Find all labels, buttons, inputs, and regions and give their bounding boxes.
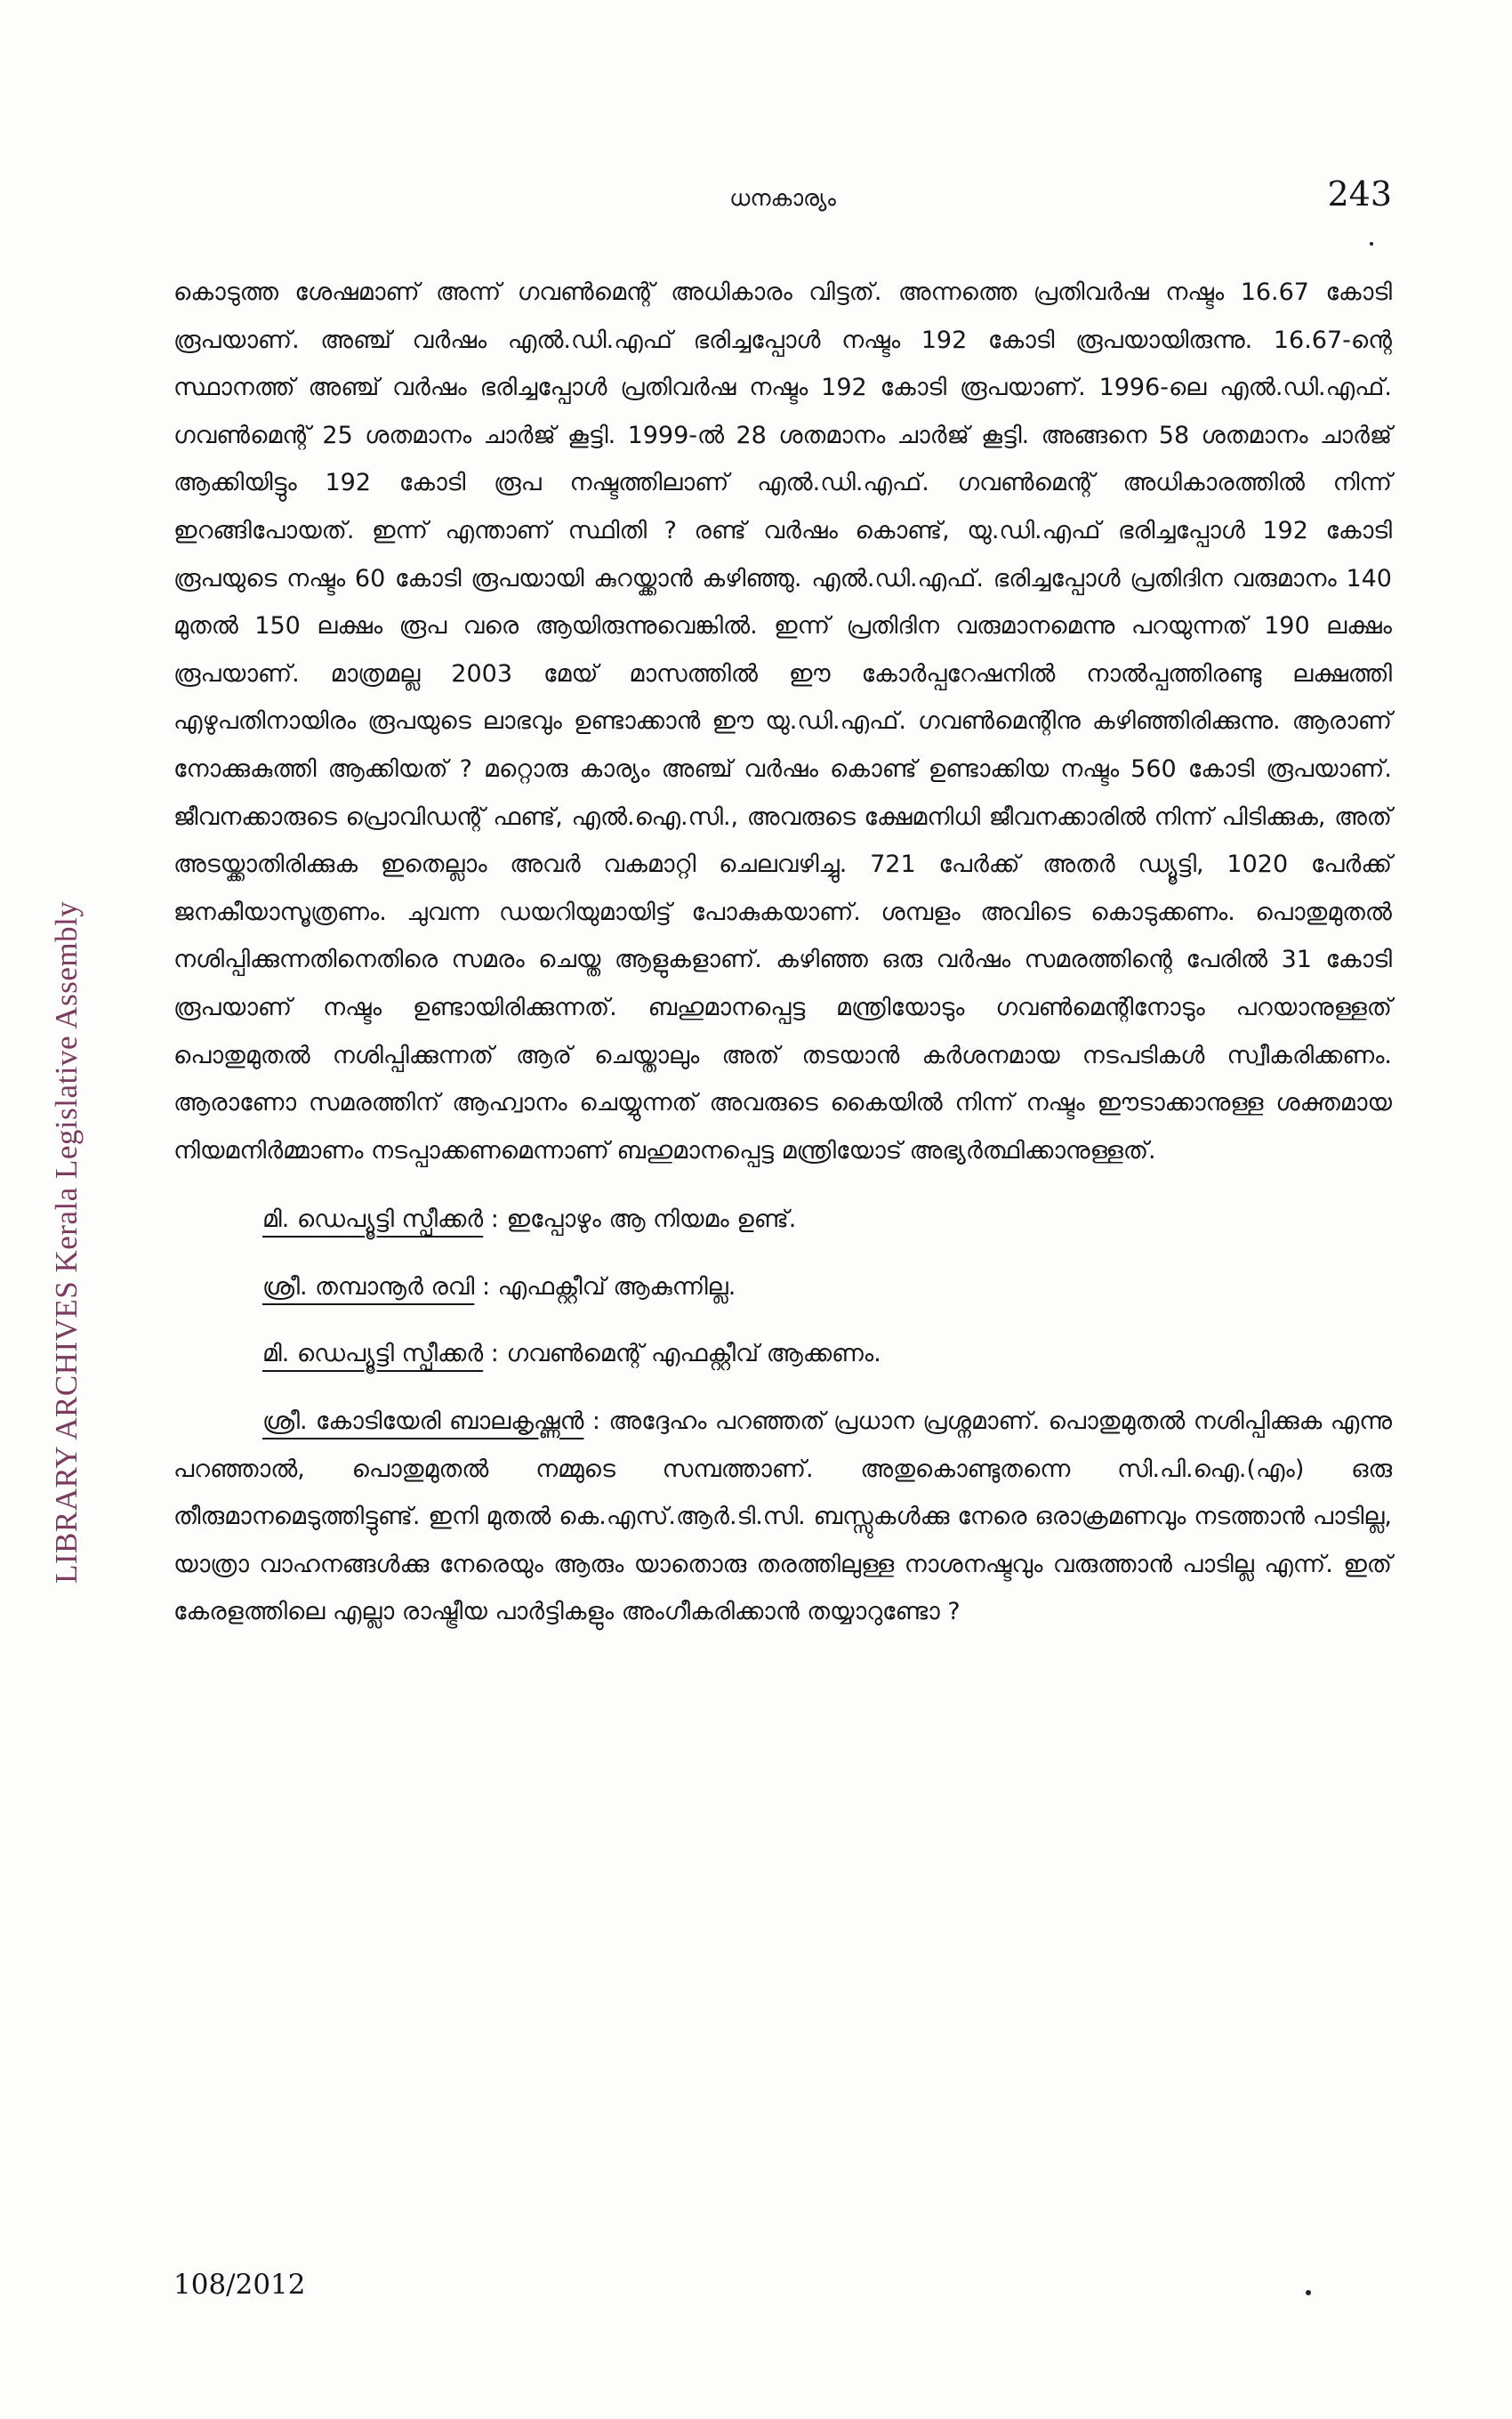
speech-text: അദ്ദേഹം പറഞ്ഞത് പ്രധാന പ്രശ്നമാണ്. പൊതുമുതൽ നശിപ്പിക്കുക എന്നു പറഞ്ഞാൽ, പൊതുമുതൽ നമ്മുടെ സമ്പത്താണ്. അതുകൊണ്ടുതന്നെ സി.പി.ഐ.(എം) ഒരു തീരുമാനമെടുത്തിട്ടുണ്ട്. ഇനി മുതൽ കെ.എസ്.ആർ.ടി.സി. ബസ്സുകൾക്കു നേരെ ഒരാക്രമണവും നടത്താൻ പാടില്ല, യാത്രാ വാഹനങ്ങൾക്കു നേരെയും ആരും യാതൊരു തരത്തിലുള്ള നാശനഷ്ടവും വരുത്താൻ പാടില്ല എന്ന്. ഇത് കേരളത്തിലെ എല്ലാ രാഷ്ട്രീയ പാർട്ടികളും അംഗീകരിക്കാൻ തയ്യാറുണ്ടോ ? bbox=[173, 1407, 1392, 1626]
dialog-text: ഇപ്പോഴും ആ നിയമം ഉണ്ട്. bbox=[506, 1205, 797, 1234]
separator: : bbox=[481, 1272, 491, 1301]
dialog-text: എഫക്റ്റീവ് ആകുന്നില്ല. bbox=[497, 1272, 736, 1301]
separator: : bbox=[490, 1340, 499, 1368]
dialog-line-3 bbox=[173, 1330, 1392, 1378]
separator: : bbox=[490, 1205, 499, 1234]
dialog-text: ഗവൺമെന്റ് എഫക്റ്റീവ് ആക്കണം. bbox=[506, 1340, 881, 1368]
footer-code: 108/2012 bbox=[173, 2269, 306, 2301]
page-number: 243 bbox=[1327, 174, 1392, 214]
speaker-name: മി. ഡെപ്യൂട്ടി സ്പീക്കർ bbox=[262, 1340, 484, 1368]
page-body bbox=[173, 269, 1392, 1636]
library-archives-stamp: LIBRARY ARCHIVES Kerala Legislative Assembly bbox=[49, 900, 84, 1584]
speech-paragraph: കൊടുത്ത ശേഷമാണ് അന്ന് ഗവൺമെന്റ് അധികാരം വിട്ടത്. അന്നത്തെ പ്രതിവർഷ നഷ്ടം 16.67 കോടി രൂപയാണ്. അഞ്ച് വർഷം എൽ.ഡി.എഫ് ഭരിച്ചപ്പോൾ നഷ്ടം 192 കോടി രൂപയായിരുന്നു. 16.67-ന്റെ സ്ഥാനത്ത് അഞ്ച് വർഷം ഭരിച്ചപ്പോൾ പ്രതിവർഷ നഷ്ടം 192 കോടി രൂപയാണ്. 1996-ലെ എൽ.ഡി.എഫ്. ഗവൺമെന്റ് 25 ശതമാനം ചാർജ് കൂട്ടി. 1999-ൽ 28 ശതമാനം ചാർജ് കൂട്ടി. അങ്ങനെ 58 ശതമാനം ചാർജ് ആക്കിയിട്ടും 192 കോടി രൂപ നഷ്ടത്തിലാണ് എൽ.ഡി.എഫ്. ഗവൺമെന്റ് അധികാരത്തിൽ നിന്ന് ഇറങ്ങിപോയത്. ഇന്ന് എന്താണ് സ്ഥിതി ? രണ്ട് വർഷം കൊണ്ട്, യു.ഡി.എഫ് ഭരിച്ചപ്പോൾ 192 കോടി രൂപയുടെ നഷ്ടം 60 കോടി രൂപയായി കുറയ്ക്കാൻ കഴിഞ്ഞു. എൽ.ഡി.എഫ്. ഭരിച്ചപ്പോൾ പ്രതിദിന വരുമാനം 140 മുതൽ 150 ലക്ഷം രൂപ വരെ ആയിരുന്നുവെങ്കിൽ. ഇന്ന് പ്രതിദിന വരുമാനമെന്നു പറയുന്നത് 190 ലക്ഷം രൂപയാണ്. മാത്രമല്ല 2003 മേയ് മാസത്തിൽ ഈ കോർപ്പറേഷനിൽ നാൽപ്പത്തിരണ്ടു ലക്ഷത്തി എഴുപതിനായിരം രൂപയുടെ ലാഭവും ഉണ്ടാക്കാൻ ഈ യു.ഡി.എഫ്. ഗവൺമെന്റിനു കഴിഞ്ഞിരിക്കുന്നു. ആരാണ് നോക്കുകുത്തി ആക്കിയത് ? മറ്റൊരു കാര്യം അഞ്ച് വർഷം കൊണ്ട് ഉണ്ടാക്കിയ നഷ്ടം 560 കോടി രൂപയാണ്. ജീവനക്കാരുടെ പ്രൊവിഡന്റ് ഫണ്ട്, എൽ.ഐ.സി., അവരുടെ ക്ഷേമനിധി ജീവനക്കാരിൽ നിന്ന് പിടിക്കുക, അത് അടയ്ക്കാതിരിക്കുക ഇതെല്ലാം അവർ വകമാറ്റി ചെലവഴിച്ചു. 721 പേർക്ക് അതർ ഡ്യൂട്ടി, 1020 പേർക്ക് ജനകീയാസൂത്രണം. ചുവന്ന ഡയറിയുമായിട്ട് പോകുകയാണ്. ശമ്പളം അവിടെ കൊടുക്കണം. പൊതുമുതൽ നശിപ്പിക്കുന്നതിനെതിരെ സമരം ചെയ്ത ആളുകളാണ്. കഴിഞ്ഞ ഒരു വർഷം സമരത്തിന്റെ പേരിൽ 31 കോടി രൂപയാണ് നഷ്ടം ഉണ്ടായിരിക്കുന്നത്. ബഹുമാനപ്പെട്ട മന്ത്രിയോടും ഗവൺമെന്റിനോടും പറയാനുള്ളത് പൊതുമുതൽ നശിപ്പിക്കുന്നത് ആര് ചെയ്താലും അത് തടയാൻ കർശനമായ നടപടികൾ സ്വീകരിക്കണം. ആരാണോ സമരത്തിന് ആഹ്വാനം ചെയ്യുന്നത് അവരുടെ കൈയിൽ നിന്ന് നഷ്ടം ഈടാക്കാനുള്ള ശക്തമായ നിയമനിർമ്മാണം നടപ്പാക്കണമെന്നാണ് ബഹുമാനപ്പെട്ട മന്ത്രിയോട് അഭ്യർത്ഥിക്കാനുള്ളത്. bbox=[173, 278, 1392, 1165]
print-speck bbox=[1370, 242, 1373, 246]
dialog-line-1 bbox=[173, 1196, 1392, 1244]
running-header bbox=[173, 174, 1392, 228]
separator: : bbox=[591, 1407, 600, 1436]
speaker-name: ശ്രീ. തമ്പാനൂർ രവി bbox=[262, 1272, 475, 1301]
running-title: ധനകാര്യം bbox=[729, 185, 836, 211]
speaker-name: ശ്രീ. കോടിയേരി ബാലകൃഷ്ണൻ bbox=[262, 1407, 584, 1436]
print-speck bbox=[1306, 2290, 1311, 2295]
speaker-name: മി. ഡെപ്യൂട്ടി സ്പീക്കർ bbox=[262, 1205, 484, 1234]
final-speech bbox=[173, 1398, 1392, 1636]
dialog-line-2 bbox=[173, 1263, 1392, 1311]
